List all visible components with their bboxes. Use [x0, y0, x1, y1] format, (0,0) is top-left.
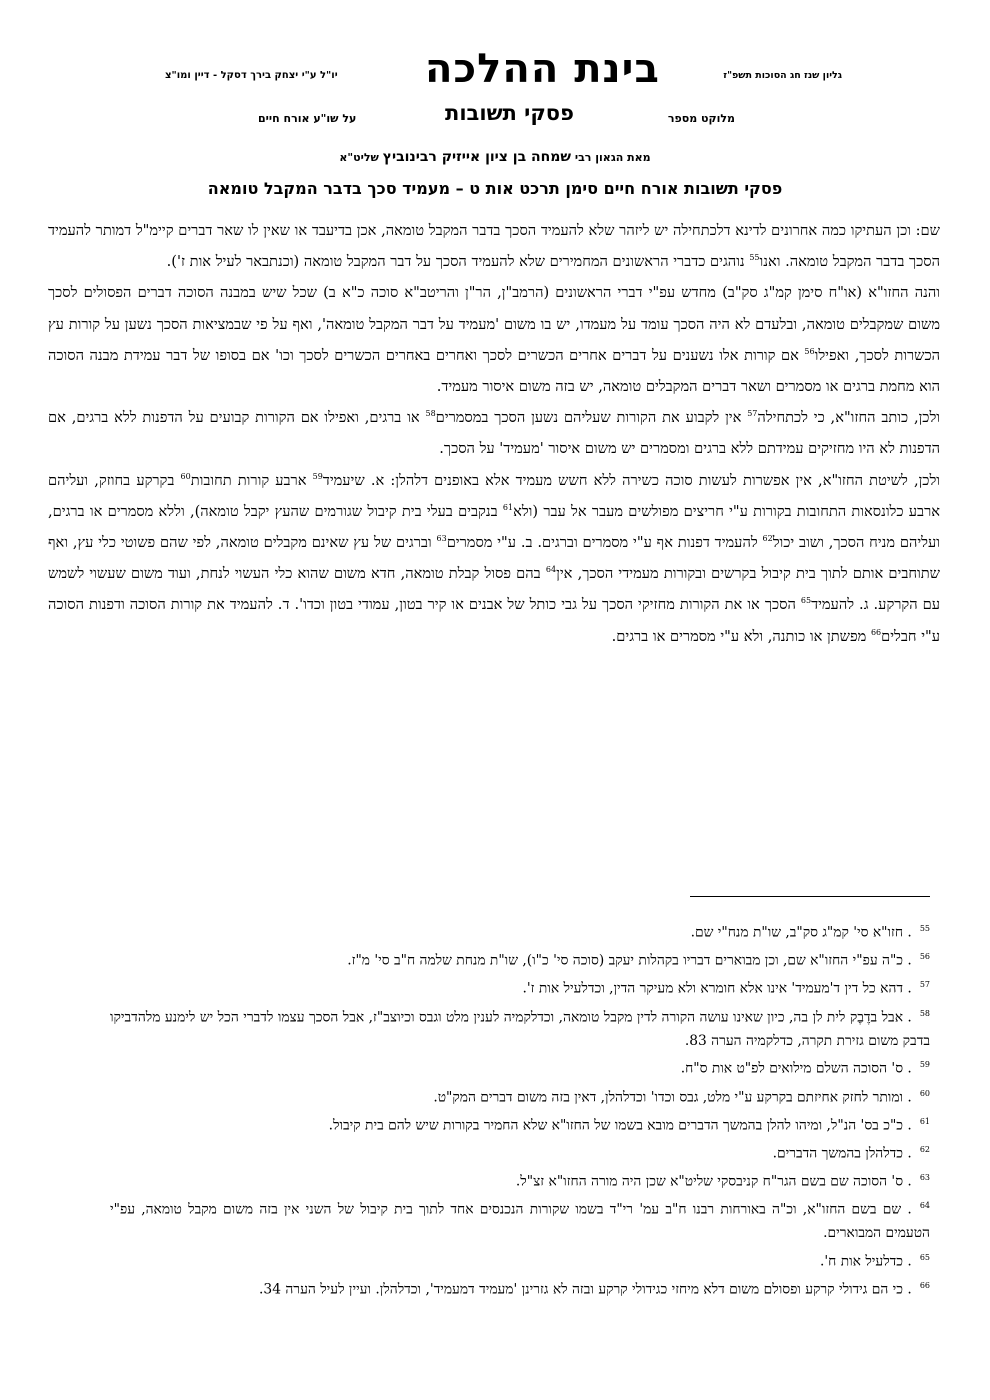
footnote-ref: 59: [312, 471, 323, 481]
footnote-number: 64: [919, 1201, 930, 1211]
author-line: [0, 149, 990, 165]
paragraph-4: ולכן, לשיטת החזו"א, אין אפשרות לעשות סוכה כשירה ללא חשש מעמיד אלא באופנים דלהלן: א. שיעמיד$^{59}$ ארבע קורות תחובות$^{60}$ בקרקע בחוזק, ועליהם ארבע כלונסאות התחובות בקורות ע"י חריצים מפולשים מעבר אל עבר (ולא$^{61}$ בנקבים בעלי בית קיבול שגורמים שהעץ יקבל טומאה), וללא מסמרים או ברגים, ועליהם מניח הסכך, ושוב יכול$^{62}$ להעמיד דפנות אף ע"י מסמרים וברגים. ב. ע"י מסמרים$^{63}$ וברגים של עץ שאינם מקבלים טומאה, לפי שהם פשוטי כלי עץ, ואף שתוחבים אותם לתוך בית קיבול בקרשים ובקורות מעמידי הסכך, אין$^{64}$ בהם פסול קבלת טומאה, חדא משום שהוא כלי העשוי לנחת, ועוד משום שעשוי לשמש עם הקרקע. ג. להעמיד$^{65}$ הסכך או את הקורות מחזיקי הסכך על גבי כותל של אבנים או קיר בטון, עמודי בטון וכדו'. ד. להעמיד את קורות הסוכה ודפנות הסוכה ע"י חבלים$^{66}$ מפשתן או כותנה, ולא ע"י מסמרים או ברגים.: [48, 471, 941, 645]
footnote: [110, 1138, 930, 1166]
footnote-number: 61: [919, 1116, 930, 1126]
author-suffix: שליט"א: [339, 151, 379, 164]
footnote-number: 65: [919, 1253, 930, 1263]
footnote: [110, 917, 930, 945]
footnote-ref: 66: [870, 627, 882, 637]
footnote-text: . דהא כל דין ד'מעמיד' אינו אלא חומרא ולא מעיקר הדין, וכדלעיל אות ז'.: [522, 980, 912, 997]
footnote-text: . אבל בדֶבֶק לית לן בה, כיון שאינו עושה הקורה לדין מקבל טומאה, וכדלקמיה לענין מלט וגבס וכיוצב"ז, אבל הסכך עצמו לדברי הכל יש לימנע מלהדביקו בדבק משום גזירת תקרה, כדלקמיה הערה 83.: [110, 1009, 930, 1049]
footnote-ref: 58: [425, 409, 436, 419]
footnote: [110, 945, 930, 973]
footnote-text: . כדלעיל אות ח'.: [819, 1253, 912, 1270]
footnote: [110, 1110, 930, 1138]
article-title: פסקי תשובות אורח חיים סימן תרכט אות ט – מעמיד סכך בדבר המקבל טומאה: [207, 179, 783, 198]
memorial-label: יו"ל ע"י יצחק בירך דסקל - דיין ומו"צ: [165, 70, 338, 81]
footnote-divider: [690, 896, 930, 897]
footnote: [110, 1166, 930, 1194]
footnote: [110, 1082, 930, 1110]
footnote-ref: 61: [502, 502, 514, 512]
footnote-ref: 60: [180, 471, 191, 481]
footnote-ref: 57: [747, 409, 758, 419]
article-body: [48, 215, 940, 652]
masthead-title: בינת ההלכה: [425, 46, 660, 92]
footnote-text: . שם בשם החזו"א, וכ"ה באורחות רבנו ח"ב עמ' רי"ד בשמו שקורות הנכנסים אחד לתוך בית קיבול של השני אין בזה משום מקבל טומאה, עפ"י הטעמים המבוארים.: [110, 1201, 930, 1242]
footnote-number: 59: [919, 1060, 930, 1070]
footnote: [110, 1194, 930, 1246]
footnote-ref: 63: [436, 534, 447, 544]
footnote-number: 66: [919, 1281, 930, 1291]
source-book-title: פסקי תשובות: [445, 101, 574, 125]
footnote-number: 63: [919, 1173, 930, 1183]
footnote-text: . ס' הסוכה שם בשם הגר"ח קניבסקי שליט"א שכן היה מורה החזו"א זצ"ל.: [515, 1173, 912, 1190]
author-prefix: מאת הגאון רבי: [574, 151, 651, 164]
footnote-number: 57: [919, 980, 930, 990]
issue-label: גליון שנז חג הסוכות תשפ"ז: [723, 70, 842, 81]
collected-from-label: מלוקט מספר: [667, 112, 735, 125]
footnote-ref: 64: [545, 565, 557, 575]
footnote-number: 62: [919, 1144, 930, 1154]
orach-chaim-label: על שו"ע אורח חיים: [258, 112, 357, 125]
footnote-text: . כ"כ בס' הנ"ל, ומיהו להלן בהמשך הדברים מובא בשמו של החזו"א שלא החמיר בקורות שיש להם בית קיבול.: [328, 1117, 912, 1134]
footnote-text: . כ"ה עפ"י החזו"א שם, וכן מבוארים דבריו בקהלות יעקב (סוכה סי' כ"ו), שו"ת מנחת שלמה ח"ב סי' מ"ז.: [347, 952, 912, 969]
footnote: [110, 973, 930, 1001]
footnote-ref: 62: [762, 534, 773, 544]
footnote-text: . כדלהלן בהמשך הדברים.: [772, 1145, 912, 1162]
footnote-ref: 56: [804, 346, 815, 356]
footnote: [110, 1274, 930, 1302]
footnote-number: 56: [919, 952, 930, 962]
paragraph-2: והנה החזו"א (או"ח סימן קמ"ג סק"ב) מחדש עפ"י דברי הראשונים (הרמב"ן, הר"ן והריטב"א סוכה כ"א ב) שכל שיש במבנה הסוכה דברים הפסולים לסכך משום שמקבלים טומאה, ובלעדם לא היה הסכך עומד על מעמדו, יש בו משום 'מעמיד על דבר המקבל טומאה', ואף על פי שבמציאות הסכך נשען על קורות עץ הכשרות לסכך, ואפילו$^{56}$ אם קורות אלו נשענים על דברים אחרים הכשרים לסכך ואחרים באחרים הכשרים לסכך וכו' אם בסופו של דבר עמידת מבנה הסוכה הוא מחמת ברגים או מסמרים ושאר דברים המקבלים טומאה, יש בזה משום איסור מעמיד.: [48, 284, 940, 396]
footnote: [110, 1246, 930, 1274]
footnote-number: 55: [919, 924, 930, 933]
footnote-text: . ומותר לחזק אחיזתם בקרקע ע"י מלט, גבס וכדו' וכדלהלן, דאין בזה משום דברים המק"ט.: [433, 1089, 912, 1106]
footnote-ref: 65: [800, 596, 812, 606]
author-name: שמחה בן ציון אייזיק רבינוביץ: [382, 149, 572, 165]
footnote-text: . כי הם גידולי קרקע ופסולם משום דלא מיחזי כגידולי קרקע ובזה לא גזרינן 'מעמיד דמעמיד', וכדלהלן. ועיין לעיל הערה 34.: [259, 1281, 912, 1298]
footnote-number: 58: [919, 1008, 930, 1018]
paragraph-1: שם: וכן העתיקו כמה אחרונים לדינא דלכתחילה יש ליזהר שלא להעמיד הסכך בדבר המקבל טומאה, אכן בדיעבד או שאין לו שאר דברים קיימ"ל דמותר להעמיד הסכך בדבר המקבל טומאה. ואנו$^{55}$ נוהגים כדברי הראשונים המחמירים שלא להעמיד הסכך על דבר המקבל טומאה (וכנתבאר לעיל אות ז').: [48, 222, 940, 271]
footnote: [110, 1002, 930, 1054]
footnote-number: 60: [919, 1088, 930, 1098]
footnote-text: . חזו"א סי' קמ"ג סק"ב, שו"ת מנח"י שם.: [690, 924, 912, 941]
footnote-text: . ס' הסוכה השלם מילואים לפ"ט אות ס"ח.: [680, 1060, 912, 1077]
footnote-ref: 55: [749, 253, 760, 263]
footnote: [110, 1053, 930, 1081]
paragraph-3: ולכן, כותב החזו"א, כי לכתחילה$^{57}$ אין לקבוע את הקורות שעליהם נשען הסכך במסמרים$^{58}$ או ברגים, ואפילו אם הקורות קבועים על הדפנות ללא ברגים, אם הדפנות לא היו מחזיקים עמידתם ללא ברגים ומסמרים יש משום איסור 'מעמיד' על הסכך.: [48, 409, 941, 458]
footnotes: [110, 917, 930, 1302]
